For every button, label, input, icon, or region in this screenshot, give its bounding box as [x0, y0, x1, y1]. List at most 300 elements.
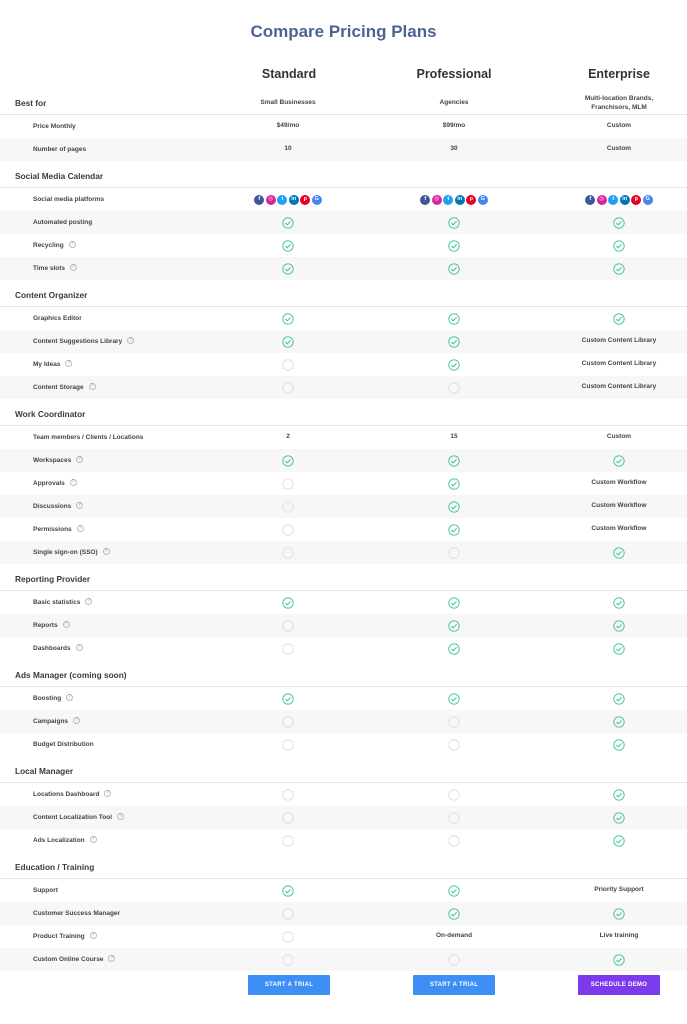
feature-row-graphics-editor — [0, 307, 687, 330]
help-icon[interactable]: ? — [70, 479, 77, 486]
cell-professional — [389, 687, 519, 710]
feature-row-reports — [0, 614, 687, 637]
feature-label — [33, 637, 83, 660]
cell-enterprise — [554, 829, 684, 852]
cell-professional — [389, 234, 519, 257]
check-icon — [282, 693, 294, 705]
empty-circle-icon — [282, 812, 294, 824]
empty-circle-icon — [282, 716, 294, 728]
help-icon[interactable]: ? — [104, 790, 111, 797]
cell-value: Small Businesses — [260, 99, 316, 107]
check-icon — [613, 217, 625, 229]
feature-row-budget-distribution — [0, 733, 687, 756]
section-header-content-organizer — [0, 284, 687, 307]
check-icon — [613, 693, 625, 705]
google-icon: G — [312, 195, 322, 205]
google-icon: G — [643, 195, 653, 205]
check-icon — [448, 885, 460, 897]
section-title: Work Coordinator — [15, 409, 86, 419]
feature-label — [33, 449, 83, 472]
cell-standard — [223, 495, 353, 518]
cell-enterprise — [554, 353, 684, 376]
cell-professional — [389, 426, 519, 449]
cell-professional — [389, 829, 519, 852]
feature-label — [33, 783, 111, 806]
check-icon — [282, 885, 294, 897]
feature-label — [33, 211, 92, 234]
cell-professional — [389, 541, 519, 564]
feature-label — [33, 591, 92, 614]
feature-row-content-localization-tool — [0, 806, 687, 829]
instagram-icon: ◎ — [266, 195, 276, 205]
check-icon — [613, 455, 625, 467]
section-title: Social Media Calendar — [15, 171, 104, 181]
check-icon — [282, 597, 294, 609]
feature-label-text: Basic statistics — [33, 599, 81, 606]
section-title: Education / Training — [15, 862, 95, 872]
cell-standard — [223, 879, 353, 902]
twitter-icon: t — [608, 195, 618, 205]
cell-professional — [389, 472, 519, 495]
section-title: Content Organizer — [15, 290, 88, 300]
check-icon — [282, 455, 294, 467]
feature-row-automated-posting — [0, 211, 687, 234]
feature-label-text: Customer Success Manager — [33, 910, 121, 917]
check-icon — [282, 263, 294, 275]
cell-standard — [223, 710, 353, 733]
feature-label — [33, 115, 76, 138]
check-icon — [613, 643, 625, 655]
feature-label-text: Content Storage — [33, 384, 84, 391]
cell-standard — [223, 353, 353, 376]
cell-standard — [223, 925, 353, 948]
plan-header-professional: Professional — [416, 67, 492, 81]
help-icon[interactable]: ? — [89, 383, 96, 390]
check-icon — [448, 336, 460, 348]
feature-row-my-ideas — [0, 353, 687, 376]
feature-row-workspaces — [0, 449, 687, 472]
feature-label-text: Price Monthly — [33, 123, 76, 130]
cell-standard — [223, 806, 353, 829]
cell-enterprise — [554, 710, 684, 733]
cell-value: Custom Content Library — [581, 337, 657, 345]
cell-professional — [389, 211, 519, 234]
section-title: Local Manager — [15, 766, 74, 776]
cell-value: $99/mo — [442, 122, 466, 130]
cell-standard — [223, 449, 353, 472]
feature-label-text: Social media platforms — [33, 196, 105, 203]
check-icon — [448, 455, 460, 467]
empty-circle-icon — [448, 382, 460, 394]
cell-standard — [223, 257, 353, 280]
cell-enterprise — [554, 518, 684, 541]
empty-circle-icon — [448, 716, 460, 728]
feature-label-text: Workspaces — [33, 457, 72, 464]
cell-value: Custom Workflow — [591, 502, 647, 510]
feature-label — [33, 472, 77, 495]
cell-standard — [223, 687, 353, 710]
feature-row-basic-statistics — [0, 591, 687, 614]
feature-label-text: Budget Distribution — [33, 741, 94, 748]
help-icon[interactable]: ? — [70, 264, 77, 271]
section-header-best-for — [0, 92, 687, 115]
feature-label — [33, 541, 110, 564]
cell-standard — [223, 138, 353, 161]
empty-circle-icon — [448, 835, 460, 847]
cell-standard — [223, 307, 353, 330]
cell-enterprise — [554, 330, 684, 353]
feature-row-content-storage — [0, 376, 687, 399]
cell-standard — [223, 733, 353, 756]
check-icon — [448, 693, 460, 705]
section-title: Ads Manager (coming soon) — [15, 670, 127, 680]
cell-professional — [389, 710, 519, 733]
empty-circle-icon — [282, 954, 294, 966]
cell-value: On-demand — [435, 932, 473, 940]
cell-value: Custom Workflow — [591, 479, 647, 487]
cell-value: Custom — [606, 433, 632, 441]
feature-row-locations-dashboard — [0, 783, 687, 806]
pinterest-icon: p — [300, 195, 310, 205]
empty-circle-icon — [282, 547, 294, 559]
cell-enterprise — [554, 495, 684, 518]
check-icon — [282, 313, 294, 325]
feature-label-text: Time slots — [33, 265, 66, 272]
cell-enterprise — [554, 211, 684, 234]
empty-circle-icon — [282, 501, 294, 513]
feature-label — [33, 376, 96, 399]
cell-enterprise — [554, 426, 684, 449]
cell-enterprise — [554, 188, 684, 211]
cell-professional — [389, 353, 519, 376]
page-title: Compare Pricing Plans — [250, 22, 437, 41]
check-icon — [448, 643, 460, 655]
standard-start-trial-button[interactable]: START A TRIAL — [248, 975, 330, 995]
cell-enterprise — [554, 376, 684, 399]
check-icon — [448, 524, 460, 536]
section-header-local-manager — [0, 760, 687, 783]
feature-label — [33, 902, 120, 925]
facebook-icon: f — [420, 195, 430, 205]
cell-standard — [223, 376, 353, 399]
feature-row-dashboards — [0, 637, 687, 660]
feature-label — [33, 188, 104, 211]
empty-circle-icon — [282, 620, 294, 632]
check-icon — [613, 789, 625, 801]
cell-value: Multi-location Brands, Franchisors, MLM — [584, 94, 654, 111]
feature-label-text: Content Localization Tool — [33, 814, 112, 821]
check-icon — [613, 812, 625, 824]
check-icon — [613, 263, 625, 275]
help-icon[interactable]: ? — [90, 932, 97, 939]
instagram-icon: ◎ — [432, 195, 442, 205]
cell-professional — [389, 925, 519, 948]
feature-row-number-of-pages — [0, 138, 687, 161]
feature-label-text: Boosting — [33, 695, 62, 702]
feature-label-text: Dashboards — [33, 645, 71, 652]
cell-professional — [389, 637, 519, 660]
help-icon[interactable]: ? — [127, 337, 134, 344]
cell-professional — [389, 330, 519, 353]
cell-enterprise — [554, 449, 684, 472]
feature-label-text: My Ideas — [33, 361, 61, 368]
feature-label — [33, 518, 84, 541]
check-icon — [448, 263, 460, 275]
check-icon — [448, 597, 460, 609]
feature-label — [33, 495, 83, 518]
help-icon[interactable]: ? — [85, 598, 92, 605]
cell-value: Live training — [599, 932, 639, 940]
feature-row-product-training — [0, 925, 687, 948]
check-icon — [448, 501, 460, 513]
check-icon — [613, 313, 625, 325]
check-icon — [448, 217, 460, 229]
facebook-icon: f — [254, 195, 264, 205]
check-icon — [448, 313, 460, 325]
feature-row-support — [0, 879, 687, 902]
check-icon — [613, 716, 625, 728]
help-icon[interactable]: ? — [76, 644, 83, 651]
cell-professional — [389, 733, 519, 756]
facebook-icon: f — [585, 195, 595, 205]
cell-enterprise — [554, 948, 684, 971]
feature-label — [33, 925, 97, 948]
check-icon — [448, 478, 460, 490]
cell-enterprise — [554, 138, 684, 161]
feature-label-text: Discussions — [33, 503, 72, 510]
feature-label-text: Campaigns — [33, 718, 69, 725]
linkedin-icon: in — [289, 195, 299, 205]
cell-enterprise — [554, 806, 684, 829]
help-icon[interactable]: ? — [73, 717, 80, 724]
help-icon[interactable]: ? — [76, 456, 83, 463]
pinterest-icon: p — [466, 195, 476, 205]
cell-value: Custom — [606, 145, 632, 153]
feature-label-text: Graphics Editor — [33, 315, 82, 322]
cell-enterprise — [554, 115, 684, 138]
cell-value: 2 — [286, 433, 290, 441]
help-icon[interactable]: ? — [77, 525, 84, 532]
help-icon[interactable]: ? — [63, 621, 70, 628]
empty-circle-icon — [282, 359, 294, 371]
cell-professional — [389, 449, 519, 472]
professional-start-trial-button[interactable]: START A TRIAL — [413, 975, 495, 995]
section-title: Best for — [15, 98, 47, 108]
feature-row-time-slots — [0, 257, 687, 280]
feature-label — [33, 426, 143, 449]
check-icon — [613, 908, 625, 920]
check-icon — [613, 620, 625, 632]
feature-label-text: Ads Localization — [33, 837, 85, 844]
cell-standard — [223, 426, 353, 449]
feature-label-text: Single sign-on (SSO) — [33, 549, 98, 556]
feature-row-single-sign-on-sso — [0, 541, 687, 564]
section-header-reporting-provider — [0, 568, 687, 591]
feature-row-team-members-clients-locations — [0, 426, 687, 449]
empty-circle-icon — [282, 835, 294, 847]
google-icon: G — [478, 195, 488, 205]
feature-label-text: Number of pages — [33, 146, 87, 153]
feature-label-text: Reports — [33, 622, 58, 629]
cell-standard — [223, 541, 353, 564]
cell-standard — [223, 948, 353, 971]
cell-standard — [223, 518, 353, 541]
feature-label-text: Content Suggestions Library — [33, 338, 123, 345]
feature-row-customer-success-manager — [0, 902, 687, 925]
feature-label-text: Locations Dashboard — [33, 791, 100, 798]
check-icon — [448, 240, 460, 252]
cell-value: Agencies — [439, 99, 469, 107]
check-icon — [282, 336, 294, 348]
feature-row-boosting — [0, 687, 687, 710]
feature-label — [33, 330, 134, 353]
feature-label-text: Automated posting — [33, 219, 93, 226]
cell-enterprise — [554, 307, 684, 330]
feature-row-recycling — [0, 234, 687, 257]
cell-standard — [223, 637, 353, 660]
pinterest-icon: p — [631, 195, 641, 205]
help-icon[interactable]: ? — [108, 955, 115, 962]
cell-enterprise — [554, 591, 684, 614]
empty-circle-icon — [282, 739, 294, 751]
cell-professional — [389, 591, 519, 614]
section-header-work-coordinator — [0, 403, 687, 426]
cell-professional — [389, 879, 519, 902]
cell-professional — [389, 115, 519, 138]
cell-standard — [223, 115, 353, 138]
cell-professional — [389, 188, 519, 211]
section-header-social-media-calendar — [0, 165, 687, 188]
feature-row-campaigns — [0, 710, 687, 733]
empty-circle-icon — [282, 382, 294, 394]
empty-circle-icon — [448, 789, 460, 801]
cell-value: $49/mo — [276, 122, 300, 130]
feature-label — [33, 879, 58, 902]
linkedin-icon: in — [455, 195, 465, 205]
cell-professional — [389, 948, 519, 971]
cell-value: Custom Content Library — [581, 383, 657, 391]
help-icon[interactable]: ? — [65, 360, 72, 367]
section-header-education-training — [0, 856, 687, 879]
twitter-icon: t — [277, 195, 287, 205]
empty-circle-icon — [282, 524, 294, 536]
empty-circle-icon — [282, 931, 294, 943]
feature-label — [33, 614, 70, 637]
cell-enterprise — [554, 902, 684, 925]
check-icon — [613, 240, 625, 252]
social-icons — [585, 195, 653, 205]
check-icon — [613, 547, 625, 559]
empty-circle-icon — [282, 789, 294, 801]
cell-standard — [223, 902, 353, 925]
cell-professional — [389, 518, 519, 541]
cell-enterprise — [554, 879, 684, 902]
cell-professional — [389, 614, 519, 637]
cell-enterprise — [554, 541, 684, 564]
feature-row-approvals — [0, 472, 687, 495]
feature-label-text: Product Training — [33, 933, 85, 940]
empty-circle-icon — [282, 908, 294, 920]
check-icon — [282, 217, 294, 229]
feature-label — [33, 948, 115, 971]
feature-label — [33, 234, 76, 257]
cell-standard — [223, 472, 353, 495]
cell-enterprise — [554, 472, 684, 495]
social-icons — [254, 195, 322, 205]
cell-enterprise — [554, 92, 684, 115]
cell-standard — [223, 829, 353, 852]
enterprise-schedule-demo-button[interactable]: SCHEDULE DEMO — [578, 975, 660, 995]
instagram-icon: ◎ — [597, 195, 607, 205]
feature-label-text: Support — [33, 887, 58, 894]
feature-label-text: Team members / Clients / Locations — [33, 434, 144, 441]
cell-professional — [389, 902, 519, 925]
help-icon[interactable]: ? — [66, 694, 73, 701]
plan-header-enterprise: Enterprise — [588, 67, 650, 81]
empty-circle-icon — [448, 812, 460, 824]
feature-label-text: Approvals — [33, 480, 65, 487]
empty-circle-icon — [282, 478, 294, 490]
help-icon[interactable]: ? — [103, 548, 110, 555]
cell-standard — [223, 783, 353, 806]
cell-professional — [389, 376, 519, 399]
help-icon[interactable]: ? — [117, 813, 124, 820]
help-icon[interactable]: ? — [76, 502, 83, 509]
section-header-ads-manager-coming-soon — [0, 664, 687, 687]
twitter-icon: t — [443, 195, 453, 205]
check-icon — [448, 620, 460, 632]
feature-label — [33, 353, 72, 376]
empty-circle-icon — [448, 739, 460, 751]
cell-enterprise — [554, 733, 684, 756]
feature-row-price-monthly — [0, 115, 687, 138]
cell-professional — [389, 307, 519, 330]
linkedin-icon: in — [620, 195, 630, 205]
empty-circle-icon — [282, 643, 294, 655]
feature-label — [33, 257, 77, 280]
cell-enterprise — [554, 925, 684, 948]
help-icon[interactable]: ? — [69, 241, 76, 248]
feature-row-custom-online-course — [0, 948, 687, 971]
feature-row-discussions — [0, 495, 687, 518]
cell-professional — [389, 783, 519, 806]
feature-label — [33, 307, 82, 330]
cell-professional — [389, 495, 519, 518]
check-icon — [282, 240, 294, 252]
cell-standard — [223, 330, 353, 353]
cell-enterprise — [554, 234, 684, 257]
empty-circle-icon — [448, 547, 460, 559]
empty-circle-icon — [448, 954, 460, 966]
help-icon[interactable]: ? — [90, 836, 97, 843]
feature-row-ads-localization — [0, 829, 687, 852]
cell-enterprise — [554, 637, 684, 660]
social-icons — [420, 195, 488, 205]
cell-professional — [389, 806, 519, 829]
cell-professional — [389, 257, 519, 280]
cell-standard — [223, 234, 353, 257]
feature-row-social-media-platforms — [0, 188, 687, 211]
feature-label — [33, 687, 73, 710]
cell-professional — [389, 138, 519, 161]
section-title: Reporting Provider — [15, 574, 91, 584]
check-icon — [448, 908, 460, 920]
cell-professional — [389, 92, 519, 115]
cell-standard — [223, 92, 353, 115]
check-icon — [613, 597, 625, 609]
feature-label — [33, 710, 80, 733]
feature-row-content-suggestions-library — [0, 330, 687, 353]
